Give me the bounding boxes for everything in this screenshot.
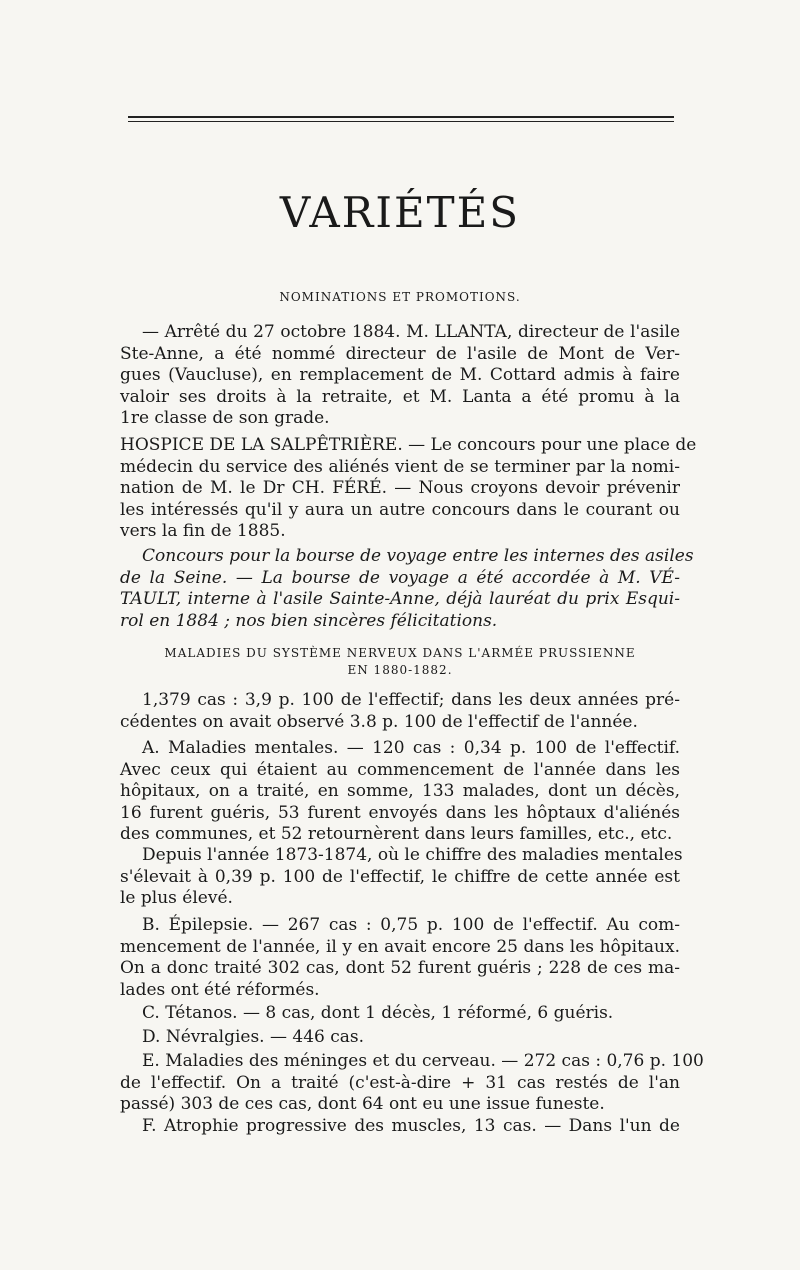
text-line: TAULT, interne à l'asile Sainte-Anne, déjà lauréat du prix Esqui- (120, 589, 680, 609)
text-line: gues (Vaucluse), en remplacement de M. Cottard admis à faire (120, 365, 680, 385)
text-line: vers la fin de 1885. (120, 521, 286, 541)
text-line: les intéressés qu'il y aura un autre concours dans le courant ou (120, 499, 680, 520)
text-line: F. Atrophie progressive des muscles, 13 cas. — Dans l'un de (142, 1116, 680, 1136)
text-line: B. Épilepsie. — 267 cas : 0,75 p. 100 de l'effectif. Au com- (142, 915, 680, 935)
paragraph-concours (120, 546, 694, 632)
text-line: mencement de l'année, il y en avait encore 25 dans les hôpitaux. (120, 936, 680, 957)
text-line: On a donc traité 302 cas, dont 52 furent guéris ; 228 de ces ma- (120, 958, 680, 978)
text-line: Ste-Anne, a été nommé directeur de l'asile de Mont de Ver- (120, 343, 680, 364)
text-line: A. Maladies mentales. — 120 cas : 0,34 p. 100 de l'effectif. (142, 738, 680, 758)
text-line: 1,379 cas : 3,9 p. 100 de l'effectif; dans les deux années pré- (142, 690, 680, 710)
text-line: cédentes on avait observé 3.8 p. 100 de l'effectif de l'année. (120, 711, 638, 732)
text-line: lades ont été réformés. (120, 979, 320, 1000)
text-line: passé) 303 de ces cas, dont 64 ont eu une issue funeste. (120, 1094, 605, 1114)
paragraph-tetanos (120, 1003, 680, 1025)
maladies-heading-years: EN 1880-1882. (347, 663, 453, 677)
text-line: 1re classe de son grade. (120, 408, 330, 428)
paragraph-atrophie (120, 1116, 680, 1138)
text-line: le plus élevé. (120, 888, 233, 908)
maladies-heading: MALADIES DU SYSTÈME NERVEUX DANS L'ARMÉE PRUSSIENNE (164, 646, 636, 660)
text-line: hôpitaux, on a traité, en somme, 133 malades, dont un décès, (120, 781, 680, 801)
paragraph-total (120, 690, 680, 733)
text-line: de l'effectif. On a traité (c'est-à-dire + 31 cas restés de l'an (120, 1072, 680, 1093)
nominations-heading: NOMINATIONS ET PROMOTIONS. (279, 290, 521, 304)
paragraph-salpetriere (120, 435, 697, 543)
text-line: — Arrêté du 27 octobre 1884. M. LLANTA, directeur de l'asile (142, 322, 680, 342)
paragraph-depuis (120, 845, 683, 910)
text-line: nation de M. le Dr CH. FÉRÉ. — Nous croyons devoir prévenir (120, 478, 680, 498)
top-rule (128, 116, 674, 118)
text-line: C. Tétanos. — 8 cas, dont 1 décès, 1 réformé, 6 guéris. (142, 1003, 614, 1023)
text-line: 16 furent guéris, 53 furent envoyés dans les hôptaux d'aliénés (120, 802, 680, 823)
paragraph-maladies-mentales (120, 738, 680, 846)
paragraph-nevralgies (120, 1027, 680, 1049)
text-line: D. Névralgies. — 446 cas. (142, 1027, 365, 1047)
text-line: rol en 1884 ; nos bien sincères félicitations. (120, 610, 498, 631)
text-line: valoir ses droits à la retraite, et M. Lanta a été promu à la (120, 386, 680, 407)
text-line: Concours pour la bourse de voyage entre les internes des asiles (142, 546, 694, 566)
paragraph-meninges (120, 1051, 704, 1116)
paragraph-epilepsie (120, 915, 680, 1001)
text-line: de la Seine. — La bourse de voyage a été accordée à M. VÉ- (120, 567, 680, 588)
text-line: médecin du service des aliénés vient de se terminer par la nomi- (120, 456, 680, 477)
text-line: s'élevait à 0,39 p. 100 de l'effectif, le chiffre de cette année est (120, 866, 680, 887)
text-line: des communes, et 52 retournèrent dans leurs familles, etc., etc. (120, 824, 673, 844)
paragraph-arrete (120, 322, 680, 430)
text-line: Depuis l'année 1873-1874, où le chiffre des maladies mentales (142, 845, 683, 865)
text-line: HOSPICE DE LA SALPÊTRIÈRE. — Le concours pour une place de (120, 435, 697, 455)
section-title: VARIÉTÉS (279, 188, 521, 237)
text-line: E. Maladies des méninges et du cerveau. — 272 cas : 0,76 p. 100 (142, 1051, 704, 1071)
text-line: Avec ceux qui étaient au commencement de l'année dans les (120, 759, 680, 780)
top-rule-thin (128, 121, 674, 122)
